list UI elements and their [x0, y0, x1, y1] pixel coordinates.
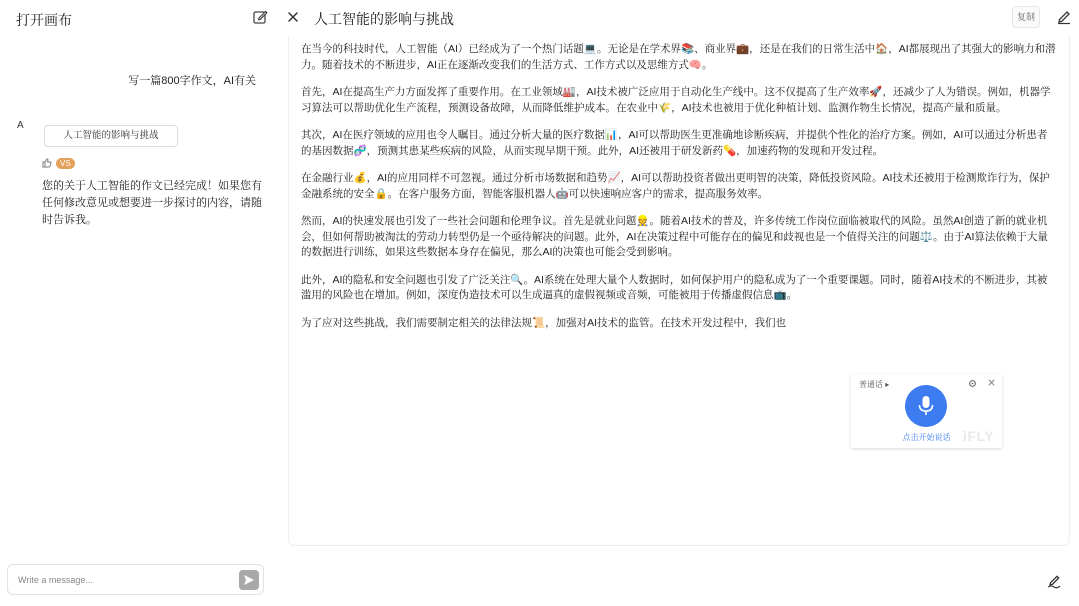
settings-icon[interactable] — [968, 379, 977, 388]
paragraph: 然而，AI的快速发展也引发了一些社会问题和伦理争议。首先是就业问题👷。随着AI技术的普及，许多传统工作岗位面临被取代的风险。虽然AI创造了新的就业机会，但如何帮助被淘汰的劳动力转型仍是一个亟待解决的问题。此外，AI在决策过程中可能存在的偏见和歧视也是一个值得关注的问题⚖️。由于AI算法依赖于大量的数据进行训练，如果这些数据本身存在偏见，那么AI的决策也可能会受到影响。 — [301, 215, 1048, 258]
paragraph: 首先，AI在提高生产力方面发挥了重要作用。在工业领域🏭，AI技术被广泛应用于自动化生产线中。这不仅提高了生产效率🚀，还减少了人为错误。例如，机器学习算法可以帮助优化生产流程，预测设备故障，从而降低维护成本。在农业中🌾，AI技术也被用于优化种植计划、监测作物生长情况，提高产量和质量。 — [301, 86, 1051, 114]
message-meta — [42, 157, 75, 169]
paragraph: 为了应对这些挑战，我们需要制定相关的法律法规📜，加强对AI技术的监管。在技术开发过程中，我们也 — [301, 316, 786, 329]
chat-header — [0, 0, 280, 36]
close-icon[interactable] — [286, 10, 300, 24]
new-chat-icon[interactable] — [252, 9, 268, 25]
draw-tool-icon[interactable] — [1046, 573, 1062, 589]
voice-hint: 点击开始说话 — [902, 433, 951, 442]
paragraph: 此外，AI的隐私和安全问题也引发了广泛关注🔍。AI系统在处理大量个人数据时，如何保护用户的隐私成为了一个重要课题。同时，随着AI技术的不断进步，其被滥用的风险也在增加。例如，深度伪造技术可以生成逼真的虚假视频或音频，可能被用于传播虚假信息📺。 — [301, 273, 1048, 301]
microphone-button[interactable] — [905, 385, 947, 427]
thumbs-up-icon[interactable] — [42, 158, 52, 168]
voice-close-icon[interactable] — [987, 378, 996, 387]
user-message: 写一篇800字作文，AI有关 — [128, 75, 256, 87]
voice-input-widget — [851, 374, 1002, 448]
send-button[interactable] — [239, 570, 259, 590]
assistant-avatar: A — [17, 120, 24, 131]
send-icon — [239, 570, 259, 590]
paragraph: 在金融行业💰，AI的应用同样不可忽视。通过分析市场数据和趋势📈，AI可以帮助投资者做出更明智的决策，降低投资风险。AI技术还被用于检测欺诈行为，保护金融系统的安全🔒。在客户服务方面，智能客服机器人🤖可以快速响应客户的需求，提高服务效率。 — [301, 172, 1050, 200]
assistant-reply: 您的关于人工智能的作文已经完成！如果您有任何修改意见或想要进一步探讨的内容，请随时告诉我。 — [42, 180, 262, 226]
paragraph: 其次，AI在医疗领域的应用也令人瞩目。通过分析大量的医疗数据📊，AI可以帮助医生更准确地诊断疾病，并提供个性化的治疗方案。例如，AI可以通过分析患者的基因数据🧬，预测其患某些疾病的风险，从而实现早期干预。此外，AI还被用于研发新药💊，加速药物的发现和开发过程。 — [301, 129, 1048, 157]
edit-pen-icon[interactable] — [1056, 9, 1072, 25]
model-badge: VS — [56, 158, 75, 169]
document-area[interactable] — [288, 36, 1070, 546]
paragraph: 在当今的科技时代，人工智能（AI）已经成为了一个热门话题💻。无论是在学术界📚、商业界💼，还是在我们的日常生活中🏠，AI都展现出了其强大的影响力和潜力。随着技术的不断进步，AI正在逐渐改变我们的生活方式、工作方式以及思维方式🧠。 — [301, 43, 1056, 71]
voice-language-select[interactable]: 普通话 ▸ — [859, 380, 890, 389]
copy-button[interactable]: 复制 — [1012, 6, 1040, 28]
chat-panel — [0, 0, 280, 606]
message-input[interactable] — [18, 571, 228, 589]
microphone-icon — [917, 395, 935, 417]
document-content — [301, 42, 1057, 343]
ifly-logo: iFLY — [963, 428, 995, 444]
message-input-box — [7, 564, 264, 595]
open-canvas-title: 打开画布 — [16, 12, 72, 28]
document-title: 人工智能的影响与挑战 — [314, 11, 454, 27]
document-card-button[interactable]: 人工智能的影响与挑战 — [44, 125, 178, 147]
